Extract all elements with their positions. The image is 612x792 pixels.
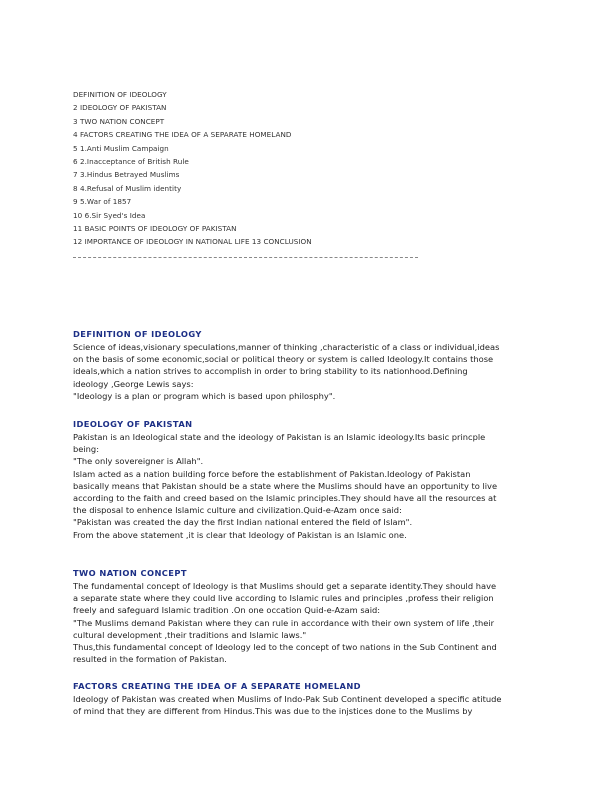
dashed-divider (73, 257, 418, 258)
toc-item: 8 4.Refusal of Muslim identity (73, 183, 182, 193)
toc-item: 3 TWO NATION CONCEPT (73, 116, 165, 126)
text-line: "The only sovereigner is Allah". (73, 456, 204, 467)
toc-item: 12 IMPORTANCE OF IDEOLOGY IN NATIONAL LIFE 13 CONCLUSION (73, 237, 312, 247)
text-line: of mind that they are different from Hindus.This was due to the injstices done to the Muslims by (73, 706, 473, 717)
text-line: Thus,this fundamental concept of Ideology led to the concept of two nations in the Sub Continent and (73, 642, 497, 653)
text-line: Islam acted as a nation building force before the establishment of Pakistan.Ideology of Pakistan (73, 468, 471, 479)
text-line: basically means that Pakistan should be a state where the Muslims should have an opportunity to live (73, 480, 498, 491)
section-ideology-of-pakistan (73, 418, 543, 541)
toc-item: DEFINITION OF IDEOLOGY (73, 90, 167, 99)
toc-item: 9 5.War of 1857 (73, 197, 132, 207)
text-line: Pakistan is an Ideological state and the ideology of Pakistan is an Islamic ideology.Its basic princple (73, 432, 486, 442)
section-factors (73, 680, 543, 717)
section-heading: IDEOLOGY OF PAKISTAN (73, 419, 193, 429)
text-line: Science of ideas,visionary speculations,manner of thinking ,characteristic of a class or individual,ideas (73, 342, 500, 352)
text-line: a separate state where they could live according to Islamic rules and principles ,profess their religion (73, 593, 494, 604)
section-heading: TWO NATION CONCEPT (73, 568, 187, 578)
toc-item: 2 IDEOLOGY OF PAKISTAN (73, 103, 167, 113)
text-line: cultural development ,their traditions and Islamic laws." (73, 629, 307, 640)
text-line: being: (73, 444, 99, 455)
text-line: the disposal to enhence Islamic culture and civilization.Quid-e-Azam once said: (73, 505, 402, 516)
toc-item: 7 3.Hindus Betrayed Muslims (73, 170, 180, 180)
text-line: From the above statement ,it is clear that Ideology of Pakistan is an Islamic one. (73, 529, 407, 540)
section-definition (73, 328, 543, 402)
section-heading: DEFINITION OF IDEOLOGY (73, 329, 202, 339)
text-line: ideology ,George Lewis says: (73, 378, 194, 389)
text-line: ideals,which a nation strives to accomplish in order to bring stability to its nationhood.Defining (73, 366, 468, 377)
toc-item: 6 2.Inacceptance of British Rule (73, 157, 189, 167)
text-line: "Pakistan was created the day the first Indian national entered the field of Islam". (73, 517, 413, 528)
text-line: Ideology of Pakistan was created when Muslims of Indo-Pak Sub Continent developed a specific atitude (73, 694, 502, 704)
text-line: freely and safeguard Islamic tradition .On one occation Quid-e-Azam said: (73, 605, 381, 616)
table-of-contents (73, 88, 493, 249)
text-line: The fundamental concept of Ideology is that Muslims should get a separate identity.They should have (73, 581, 497, 591)
section-heading: FACTORS CREATING THE IDEA OF A SEPARATE HOMELAND (73, 681, 361, 691)
text-line: resulted in the formation of Pakistan. (73, 654, 227, 665)
text-line: "The Muslims demand Pakistan where they can rule in accordance with their own system of life ,their (73, 617, 495, 628)
toc-item: 4 FACTORS CREATING THE IDEA OF A SEPARATE HOMELAND (73, 130, 292, 140)
text-line: according to the faith and creed based on the Islamic principles.They should have all the resources at (73, 493, 497, 504)
text-line: "Ideology is a plan or program which is based upon philosphy". (73, 390, 336, 401)
toc-item: 10 6.Sir Syed's Idea (73, 210, 146, 220)
section-two-nation-concept (73, 567, 543, 665)
toc-item: 11 BASIC POINTS OF IDEOLOGY OF PAKISTAN (73, 224, 237, 234)
toc-item: 5 1.Anti Muslim Campaign (73, 143, 169, 153)
text-line: on the basis of some economic,social or political theory or system is called Ideology.It contains those (73, 354, 494, 365)
